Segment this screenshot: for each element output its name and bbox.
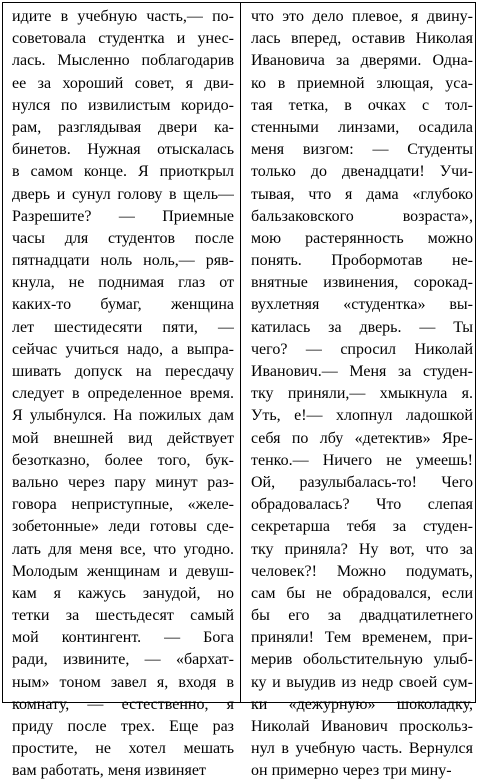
text-line: тая тетка, в очках с тол-	[251, 96, 473, 114]
text-column-left	[12, 6, 234, 783]
text-line: простите, не хотел мешать	[12, 740, 234, 758]
text-line: лась. Мысленно поблагодарив	[12, 52, 234, 70]
text-line: лать для меня все, что угодно.	[12, 540, 234, 558]
text-line: зобетонные» леди готовы сде-	[12, 518, 234, 536]
text-line: кам я кажусь занудой, но	[12, 584, 234, 602]
text-line: бинетов. Нужная отыскалась	[12, 141, 234, 159]
text-line: ради, извините, — «бархат-	[12, 651, 234, 669]
text-line: бальзаковского возраста»,	[251, 207, 473, 225]
text-line: что это дело плевое, я двину-	[251, 8, 473, 25]
text-line: тенко.— Ничего не умеешь!	[251, 451, 473, 469]
text-column-right	[251, 6, 473, 783]
text-line: тетки за шестьдесят самый	[12, 607, 234, 625]
text-line: катилась за дверь. — Ты	[251, 318, 473, 336]
text-line: внятные извинения, сорокад-	[251, 274, 473, 292]
text-line: чего? — спросил Николай	[251, 340, 473, 358]
text-line: шивать допуск на пересдачу	[12, 363, 234, 380]
text-line: человек?! Можно подумать,	[251, 562, 473, 580]
text-line: вально через пару минут раз-	[12, 473, 234, 491]
text-line: лась вперед, оставив Николая	[251, 30, 473, 48]
text-line: советовала студентка и унес-	[12, 30, 234, 48]
text-line: вам работать, меня извиняет	[12, 762, 206, 780]
text-line: тку приняла? Ну вот, что за	[251, 540, 473, 558]
text-line: приду после трех. Еще раз	[12, 718, 234, 735]
text-line: пятнадцати ноль ноль,— ряв-	[12, 252, 234, 270]
text-line: стенными линзами, осадила	[251, 118, 473, 136]
text-line: Николай Иванович проскольз-	[251, 718, 473, 735]
text-line: только до двенадцати! Учи-	[251, 163, 473, 181]
text-line: говора неприступные, «желе-	[12, 496, 234, 514]
text-line: секретарша тебя за студен-	[251, 518, 473, 536]
text-line: понять. Пробормотав не-	[251, 252, 473, 270]
text-line: комнату, — естественно, я	[12, 695, 234, 713]
text-line: мою растерянность можно	[251, 229, 473, 247]
text-line: ее за хороший совет, я дви-	[12, 74, 234, 92]
text-line: мой внешней вид действует	[12, 429, 234, 447]
text-line: обрадовалась? Что слепая	[251, 496, 473, 514]
text-line: ку и выудив из недр своей сум-	[251, 673, 473, 691]
text-line: ко в приемной злющая, уса-	[251, 74, 473, 92]
text-line: себя по лбу «детектив» Яре-	[251, 429, 473, 447]
text-line: безотказно, более того, бук-	[12, 451, 234, 469]
text-line: ки «дежурную» шоколадку,	[251, 695, 473, 713]
text-line: меня визгом: — Студенты	[251, 141, 473, 159]
text-line: кнула, не поднимая глаз от	[12, 274, 234, 292]
column-divider	[240, 2, 241, 703]
text-line: вухлетняя «студентка» вы-	[251, 296, 473, 314]
text-line: нулся по извилистым коридо-	[12, 96, 234, 114]
text-line: в самом конце. Я приоткрыл	[12, 163, 234, 181]
text-line: следует в определенное время.	[12, 385, 234, 403]
text-line: дверь и сунул голову в щель—	[12, 185, 234, 203]
text-line: лет шестидесяти пяти, —	[12, 318, 234, 336]
text-line: бы его за двадцатилетнего	[251, 607, 473, 625]
text-line: сам бы не обрадовался, если	[251, 584, 473, 602]
text-line: Иванович.— Меня за студен-	[251, 363, 473, 380]
text-line: часы для студентов после	[12, 229, 234, 247]
text-line: приняли! Тем временем, при-	[251, 629, 473, 647]
text-line: Ивановича за дверями. Одна-	[251, 52, 473, 70]
text-line: идите в учебную часть,— по-	[12, 8, 234, 25]
text-line: каких-то бумаг, женщина	[12, 296, 234, 314]
text-line: Я улыбнулся. На пожилых дам	[12, 407, 234, 425]
text-line: Ой, разулыбалась-то! Чего	[251, 473, 473, 491]
text-line: мерив обольстительную улыб-	[251, 651, 473, 669]
text-line: Молодым женщинам и девуш-	[12, 562, 234, 580]
text-line: ным» тоном завел я, входя в	[12, 673, 234, 691]
text-line: сейчас учиться надо, а выпра-	[12, 340, 234, 358]
text-line: он примерно через три мину-	[251, 762, 452, 780]
text-line: Уть, е!— хлопнул ладошкой	[251, 407, 473, 425]
text-line: Разрешите? — Приемные	[12, 207, 234, 225]
text-line: тку приняли,— хмыкнула я.	[251, 385, 473, 403]
text-line: нул в учебную часть. Вернулся	[251, 740, 473, 758]
text-line: рам, разглядывая двери ка-	[12, 118, 234, 136]
text-line: тывая, что я дама «глубоко	[251, 185, 473, 203]
text-line: мой контингент. — Бога	[12, 629, 234, 647]
